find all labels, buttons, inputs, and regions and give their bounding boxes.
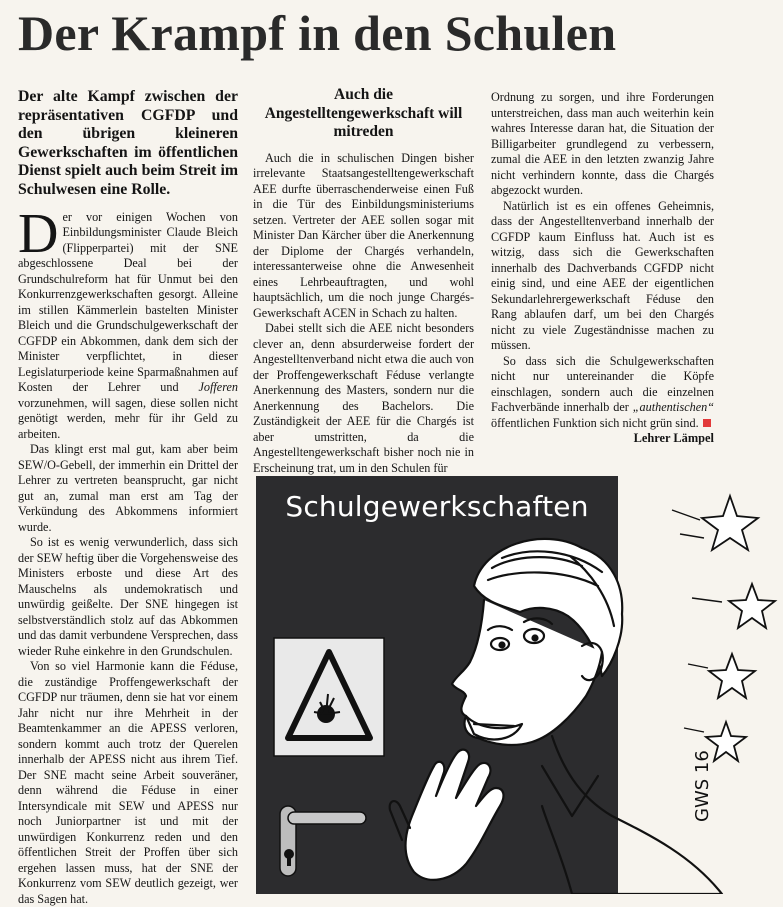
headline: Der Krampf in den Schulen xyxy=(18,5,617,61)
cartoon-drawing xyxy=(252,476,783,894)
door-handle-icon xyxy=(280,806,366,876)
star-icon xyxy=(702,496,758,550)
explosive-warning-sign-icon xyxy=(274,638,384,756)
author-signature: Lehrer Lämpel xyxy=(633,431,714,445)
paragraph xyxy=(18,202,238,443)
text-run: er vor einigen Wochen von Einbildungsminister Claude Bleich (Flipperpartei) mit der SNE abgeschlossene Deal bei der Grundschulreform hat für Unmut bei den Konkurrenzgewerkschaften gesorgt. Alleine im stillen Kämmerlein bastelten Minister Bleich und die Grundschulgewerkschaft der CGFDP ein Abkommen, dank dem sich der Minister verpflichtet, in dieser Legislaturperiode keine Sparmaßnahmen auf Kosten der Lehrer und xyxy=(18,209,238,395)
paragraph: So ist es wenig verwunderlich, dass sich der SEW heftig über die Vorgehensweise des Ministers erboste und diese Art des Mauschelns als undemokratisch und unwürdig geißelte. Der SNE hingegen ist selbstverständlich stolz auf das Abkommen und das damit verbundene Versprechen, dass wieder Ruhe einkehre in den Grundschulen. xyxy=(18,535,238,658)
column-2 xyxy=(253,86,474,476)
drop-cap: D xyxy=(18,202,59,265)
caricature-figure xyxy=(390,539,722,894)
column-3 xyxy=(491,90,714,447)
paragraph: Auch die in schulischen Dingen bisher irrelevante Staatsangestelltengewerkschaft AEE durfte überraschenderweise einen Fuß in die Tür des Einbildungsministeriums setzen. Vertreter der AEE sollen sogar mit Minister Dan Kärcher über die Anerkennung der Diplome der Chargés verhandeln, interessanterweise ohne die Anwesenheit eines Lehrbeauftragten, und wohl hauptsächlich, um die noch junge Chargés-Gewerkschaft ACEN in Schach zu halten. xyxy=(253,150,474,320)
text-run-italic: „authentischen“ xyxy=(632,400,714,414)
subheading: Auch die Angestelltengewerkschaft will mitreden xyxy=(264,86,463,140)
cartoon-title: Schulgewerkschaften xyxy=(285,490,589,523)
paragraph: Dabei stellt sich die AEE nicht besonders clever an, denn absurderweise fordert der Angestelltenverband nicht etwa die auch von der Proffengewerkschaft Féduse verlangte Anerkennung des Masters, sondern nur die Anerkennung des Bachelors. Die Zuständigkeit der AEE für die Chargés ist aber umstritten, da die Angestelltengewerkschaft bisher noch nie in Erscheinung trat, um in den Schulen für xyxy=(253,321,474,475)
text-run: vorzunehmen, will sagen, diese sollen nicht genötigt werden, mehr für ihr Geld zu arbeiten. xyxy=(18,395,238,441)
star-icon xyxy=(709,654,755,698)
text-run: So dass sich die Schulgewerkschaften nicht nur untereinander die Köpfe einschlagen, sondern auch die einzelnen Fachverbände innerhalb der xyxy=(491,353,714,414)
end-marker-icon xyxy=(703,419,711,427)
text-run: öffentlichen Funktion sich nicht grün sind. xyxy=(491,415,699,430)
column-1 xyxy=(18,86,238,907)
lead-paragraph: Der alte Kampf zwischen der repräsentativen CGFDP und den übrigen kleineren Gewerkschaften im öffentlichen Dienst spielt auch beim Streit im Schulwesen eine Rolle. xyxy=(18,88,238,198)
paragraph: Von so viel Harmonie kann die Féduse, die zuständige Proffengewerkschaft der CGFDP nur träumen, denn sie hat vor einem Jahr nicht nur ihre Mehrheit in der Beamtenkammer an die APESS verloren, sondern kommt auch trotz der Querelen innerhalb der APESS nicht aus ihrem Tief. Der SNE macht seine Arbeit souveräner, denn während die Féduse in einer Intersyndicale mit SEW und APESS nur noch Juniorpartner ist und mit der unwürdigen Konkurrenz reden und den öffentlichen Streit der Proffen über sich ergehen lassen muss, hat der SNE der Konkurrenz vom SEW deutlich gezeigt, wer das Sagen hat. xyxy=(18,659,238,906)
artist-signature: GWS 16 xyxy=(692,750,713,822)
paragraph xyxy=(491,354,714,432)
paragraph: Ordnung zu sorgen, und ihre Forderungen unterstreichen, dass man auch weiterhin kein wahres Interesse daran hat, die Situation der Billigarbeiter grundlegend zu verbessern, zumal die AEE in den letzten zwanzig Jahre nicht verhindern konnte, dass die Chargés abgezockt wurden. xyxy=(491,90,714,197)
star-icon xyxy=(729,584,775,628)
paragraph: Das klingt erst mal gut, kam aber beim SEW/O-Gebell, der immerhin ein Drittel der Lehrer zu vertreten beansprucht, gar nicht gut an, zumal man erst am Tag der Verkündung des Abkommens informiert wurde. xyxy=(18,442,238,534)
cartoon-illustration xyxy=(252,476,783,894)
paragraph: Natürlich ist es ein offenes Geheimnis, dass der Angestelltenverband innerhalb der CGFDP kaum Einfluss hat. Auch ist es witzig, dass sich die Gewerkschaften innerhalb des Dachverbands CGFDP nicht einig sind, und eine AEE der eigentlichen Sekundarlehrergewerkschaft Féduse den Rang ablaufen darf, um bei den Chargés nicht zu viele Zugeständnisse machen zu müssen. xyxy=(491,198,714,352)
text-run-italic: Jofferen xyxy=(198,380,238,395)
